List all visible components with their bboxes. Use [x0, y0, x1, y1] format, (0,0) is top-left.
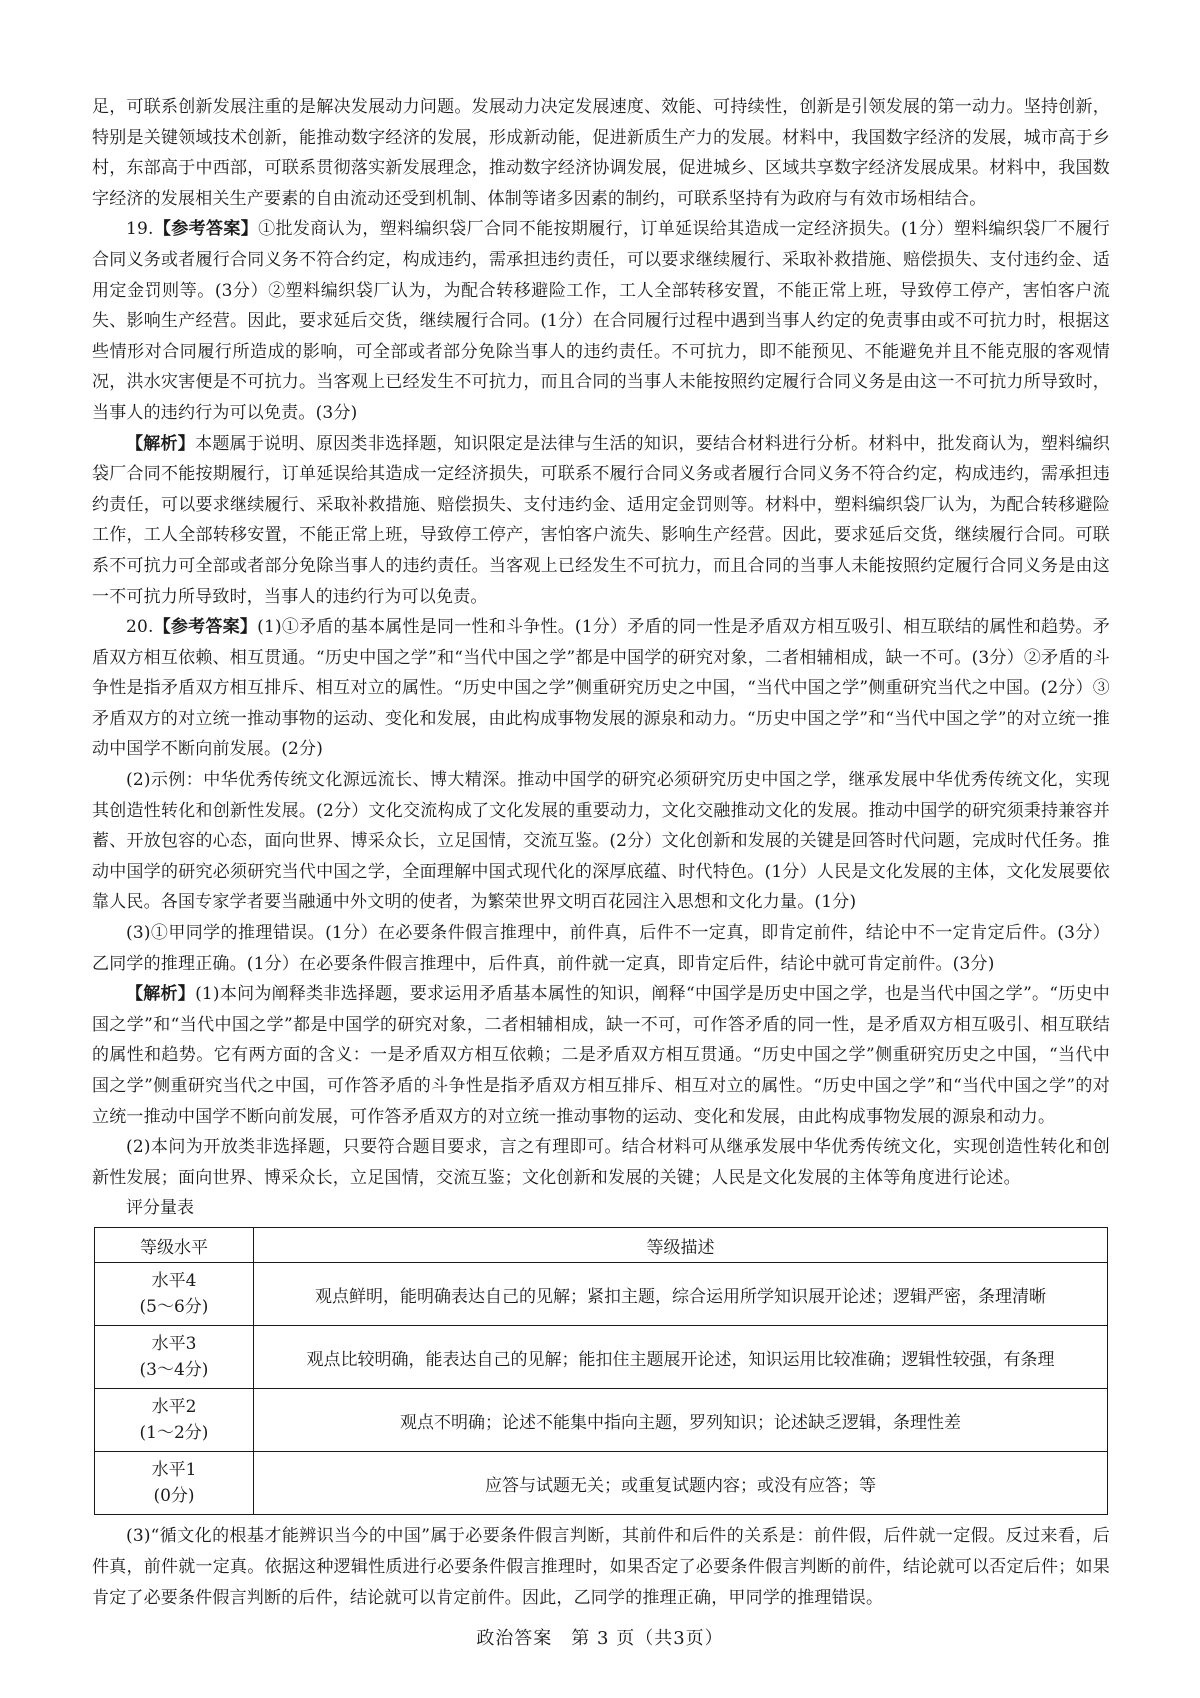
- rubric-desc: 观点比较明确，能表达自己的见解；能扣住主题展开论述，知识运用比较准确；逻辑性较强，有条理: [254, 1326, 1108, 1389]
- q20-number: 20.: [126, 617, 154, 638]
- rubric-desc: 应答与试题无关；或重复试题内容；或没有应答；等: [254, 1452, 1108, 1515]
- rubric-level: 水平2: [151, 1397, 197, 1418]
- q20-analysis-tag: 【解析】: [126, 984, 196, 1005]
- rubric-score: (5～6分): [139, 1297, 209, 1318]
- page-footer: 政治答案 第 3 页（共3页）: [476, 1628, 724, 1649]
- q20-answer-text-1: (1)①矛盾的基本属性是同一性和斗争性。(1分）矛盾的同一性是矛盾双方相互吸引、相互联结的属性和趋势。矛盾双方相互依赖、相互贯通。“历史中国之学”和“当代中国之学”都是中国学的研究对象，二者相辅相成，缺一不可。(3分）②矛盾的斗争性是指矛盾双方相互排斥、相互对立的属性。“历史中国之学”侧重研究历史之中国，“当代中国之学”侧重研究当代之中国。(2分）③矛盾双方的对立统一推动事物的运动、变化和发展，由此构成事物发展的源泉和动力。“历史中国之学”和“当代中国之学”的对立统一推动中国学不断向前发展。(2分): [92, 617, 1110, 760]
- rubric-level-cell: [95, 1452, 254, 1515]
- rubric-table: [94, 1227, 1108, 1515]
- rubric-desc: 观点鲜明，能明确表达自己的见解；紧扣主题，综合运用所学知识展开论述；逻辑严密，条理清晰: [254, 1263, 1108, 1326]
- answer-page: [92, 92, 1110, 1613]
- q19-analysis: [92, 429, 1110, 613]
- q20-answer-1: [92, 612, 1110, 765]
- rubric-caption: 评分量表: [126, 1198, 194, 1219]
- q20-answer-3: (3)①甲同学的推理错误。(1分）在必要条件假言推理中，前件真，后件不一定真，即肯定前件，结论中不一定肯定后件。(3分）乙同学的推理正确。(1分）在必要条件假言推理中，后件真，前件就一定真，即肯定后件，结论中就可肯定前件。(3分): [92, 923, 1110, 974]
- paragraph-continued: 足，可联系创新发展注重的是解决发展动力问题。发展动力决定发展速度、效能、可持续性，创新是引领发展的第一动力。坚持创新，特别是关键领域技术创新，能推动数字经济的发展，形成新动能，促进新质生产力的发展。材料中，我国数字经济的发展，城市高于乡村，东部高于中西部，可联系贯彻落实新发展理念，推动数字经济协调发展，促进城乡、区域共享数字经济发展成果。材料中，我国数字经济的发展相关生产要素的自由流动还受到机制、体制等诸多因素的制约，可联系坚持有为政府与有效市场相结合。: [92, 97, 1110, 209]
- rubric-header-desc: 等级描述: [254, 1228, 1108, 1263]
- rubric-level-cell: [95, 1326, 254, 1389]
- q20-analysis-3: (3)“循文化的根基才能辨识当今的中国”属于必要条件假言判断，其前件和后件的关系是：前件假，后件就一定假。反过来看，后件真，前件就一定真。依据这种逻辑性质进行必要条件假言推理时，如果否定了必要条件假言判断的前件，结论就可以否定后件；如果肯定了必要条件假言判断的后件，结论就可以肯定前件。因此，乙同学的推理正确，甲同学的推理错误。: [92, 1526, 1110, 1608]
- rubric-header-level: 等级水平: [95, 1228, 254, 1263]
- q19-answer: [92, 214, 1110, 428]
- q20-answer-tag: 【参考答案】: [153, 617, 258, 638]
- rubric-desc: 观点不明确；论述不能集中指向主题，罗列知识；论述缺乏逻辑，条理性差: [254, 1389, 1108, 1452]
- rubric-row: [95, 1389, 1108, 1452]
- q20-analysis-1: [92, 979, 1110, 1132]
- rubric-level: 水平1: [151, 1460, 197, 1481]
- rubric-header-row: [95, 1228, 1108, 1263]
- rubric-row: [95, 1326, 1108, 1389]
- rubric-score: (1～2分): [139, 1423, 209, 1444]
- rubric-row: [95, 1263, 1108, 1326]
- q19-number: 19.: [126, 219, 154, 240]
- rubric-score: (3～4分): [139, 1360, 209, 1381]
- q19-answer-tag: 【参考答案】: [153, 219, 259, 240]
- rubric-level: 水平3: [151, 1334, 197, 1355]
- q20-analysis-2: (2)本问为开放类非选择题，只要符合题目要求，言之有理即可。结合材料可从继承发展中华优秀传统文化，实现创造性转化和创新性发展；面向世界、博采众长，立足国情，交流互鉴；文化创新和发展的关键；人民是文化发展的主体等角度进行论述。: [92, 1137, 1110, 1188]
- q20-analysis-text-1: (1)本问为阐释类非选择题，要求运用矛盾基本属性的知识，阐释“中国学是历史中国之学，也是当代中国之学”。“历史中国之学”和“当代中国之学”都是中国学的研究对象，二者相辅相成，缺一不可，可作答矛盾的同一性，是矛盾双方相互吸引、相互联结的属性和趋势。它有两方面的含义：一是矛盾双方相互依赖；二是矛盾双方相互贯通。“历史中国之学”侧重研究历史之中国，“当代中国之学”侧重研究当代之中国，可作答矛盾的斗争性是指矛盾双方相互排斥、相互对立的属性。“历史中国之学”和“当代中国之学”的对立统一推动中国学不断向前发展，可作答矛盾双方的对立统一推动事物的运动、变化和发展，由此构成事物发展的源泉和动力。: [92, 984, 1110, 1127]
- q20-answer-2: (2)示例：中华优秀传统文化源远流长、博大精深。推动中国学的研究必须研究历史中国之学，继承发展中华优秀传统文化，实现其创造性转化和创新性发展。(2分）文化交流构成了文化发展的重要动力，文化交融推动文化的发展。推动中国学的研究须秉持兼容并蓄、开放包容的心态，面向世界、博采众长，立足国情，交流互鉴。(2分）文化创新和发展的关键是回答时代问题，完成时代任务。推动中国学的研究必须研究当代中国之学，全面理解中国式现代化的深厚底蕴、时代特色。(1分）人民是文化发展的主体，文化发展要依靠人民。各国专家学者要当融通中外文明的使者，为繁荣世界文明百花园注入思想和文化力量。(1分): [92, 770, 1110, 913]
- rubric-level: 水平4: [151, 1271, 197, 1292]
- q19-analysis-tag: 【解析】: [126, 433, 196, 454]
- rubric-level-cell: [95, 1263, 254, 1326]
- rubric-row: [95, 1452, 1108, 1515]
- q19-analysis-text: 本题属于说明、原因类非选择题，知识限定是法律与生活的知识，要结合材料进行分析。材料中，批发商认为，塑料编织袋厂合同不能按期履行，订单延误给其造成一定经济损失，可联系不履行合同义务或者履行合同义务不符合约定，构成违约，需承担违约责任，可以要求继续履行、采取补救措施、赔偿损失、支付违约金、适用定金罚则等。材料中，塑料编织袋厂认为，为配合转移避险工作，工人全部转移安置，不能正常上班，导致停工停产，害怕客户流失、影响生产经营。因此，要求延后交货，继续履行合同。可联系不可抗力可全部或者部分免除当事人的违约责任。当客观上已经发生不可抗力，而且合同的当事人未能按照约定履行合同义务是由这一不可抗力所导致时，当事人的违约行为可以免责。: [92, 433, 1110, 607]
- rubric-score: (0分): [153, 1486, 195, 1507]
- q19-answer-text: ①批发商认为，塑料编织袋厂合同不能按期履行，订单延误给其造成一定经济损失。(1分）塑料编织袋厂不履行合同义务或者履行合同义务不符合约定，构成违约，需承担违约责任，可以要求继续履行、采取补救措施、赔偿损失、支付违约金、适用定金罚则等。(3分）②塑料编织袋厂认为，为配合转移避险工作，工人全部转移安置，不能正常上班，导致停工停产，害怕客户流失、影响生产经营。因此，要求延后交货，继续履行合同。(1分）在合同履行过程中遇到当事人约定的免责事由或不可抗力时，根据这些情形对合同履行所造成的影响，可全部或者部分免除当事人的违约责任。不可抗力，即不能预见、不能避免并且不能克服的客观情况，洪水灾害便是不可抗力。当客观上已经发生不可抗力，而且合同的当事人未能按照约定履行合同义务是由这一不可抗力所导致时，当事人的违约行为可以免责。(3分): [92, 219, 1110, 423]
- rubric-level-cell: [95, 1389, 254, 1452]
